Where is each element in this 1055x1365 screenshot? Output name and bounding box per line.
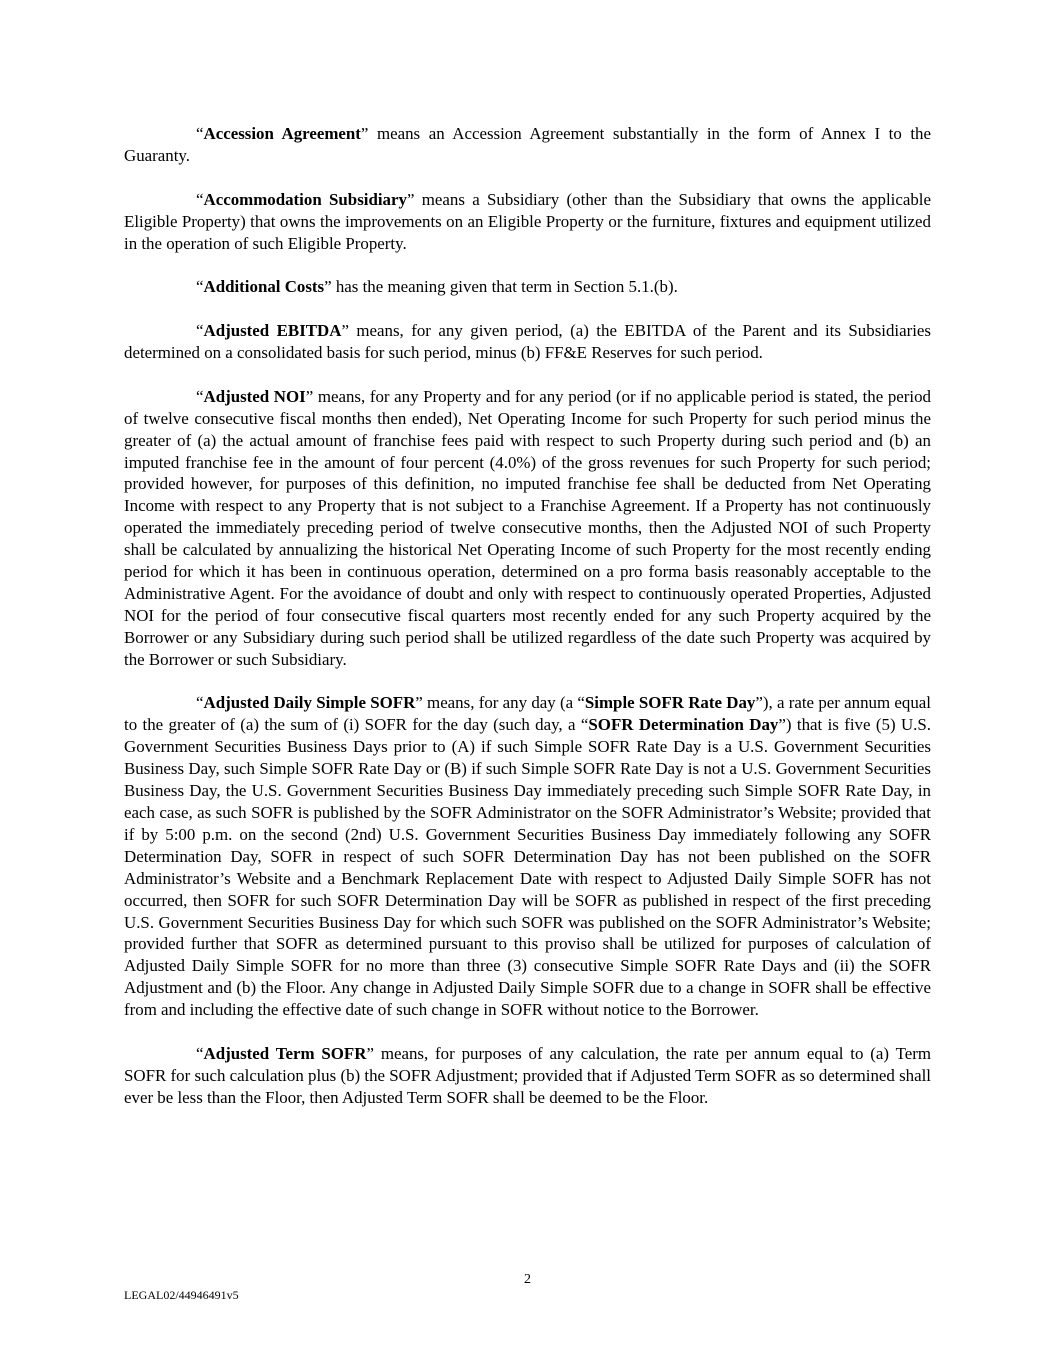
- definition-adjusted-ebitda: “Adjusted EBITDA” means, for any given period, (a) the EBITDA of the Parent and its Subsidiaries determined on a consolidated basis for such period, minus (b) FF&E Reserves for such period.: [124, 321, 931, 363]
- defined-term: Adjusted Term SOFR: [203, 1043, 367, 1063]
- defined-term: Adjusted NOI: [203, 386, 306, 406]
- defined-term: Simple SOFR Rate Day: [584, 693, 756, 713]
- defined-term: Adjusted Daily Simple SOFR: [203, 693, 416, 713]
- definition-adjusted-term-sofr: “Adjusted Term SOFR” means, for purposes of any calculation, the rate per annum equal to (a) Term SOFR for such calculation plus (b) the SOFR Adjustment; provided that if Adjusted Term SOFR as so determined shall ever be less than the Floor, then Adjusted Term SOFR shall be deemed to be the Floor.: [124, 1043, 931, 1107]
- page-number: 2: [524, 1272, 531, 1287]
- definition-additional-costs: “Additional Costs” has the meaning given that term in Section 5.1.(b).: [196, 277, 678, 297]
- definition-adjusted-noi: “Adjusted NOI” means, for any Property and for any period (or if no applicable period is stated, the period of twelve consecutive fiscal months then ended), Net Operating Income for such Property for such period minus the greater of (a) the actual amount of franchise fees paid with respect to such Property during such period and (b) an imputed franchise fee in the amount of four percent (4.0%) of the gross revenues for such Property for such period; provided however, for purposes of this definition, no imputed franchise fee shall be deducted from Net Operating Income with respect to any Property that is not subject to a Franchise Agreement. If a Property has not continuously operated the immediately preceding period of twelve consecutive months, then the Adjusted NOI of such Property shall be calculated by annualizing the historical Net Operating Income of such Property for the most recently ending period for which it has been in continuous operation, determined on a pro forma basis reasonably acceptable to the Administrative Agent. For the avoidance of doubt and only with respect to continuously operated Properties, Adjusted NOI for the period of four consecutive fiscal quarters most recently ended for any such Property acquired by the Borrower or any Subsidiary during such period shall be utilized regardless of the date such Property was acquired by the Borrower or such Subsidiary.: [124, 386, 931, 669]
- document-id: LEGAL02/44946491v5: [124, 1288, 239, 1302]
- document-body: [124, 123, 931, 1131]
- definition-accession-agreement: “Accession Agreement” means an Accession Agreement substantially in the form of Annex I to the Guaranty.: [124, 124, 931, 165]
- defined-term: Accession Agreement: [203, 124, 361, 143]
- defined-term: SOFR Determination Day: [588, 715, 779, 735]
- definition-accommodation-subsidiary: “Accommodation Subsidiary” means a Subsidiary (other than the Subsidiary that owns the applicable Eligible Property) that owns the improvements on an Eligible Property or the furniture, fixtures and equipment utilized in the operation of such Eligible Property.: [124, 189, 931, 253]
- defined-term: Adjusted EBITDA: [203, 321, 342, 341]
- defined-term: Accommodation Subsidiary: [203, 189, 407, 209]
- defined-term: Additional Costs: [203, 277, 325, 297]
- definition-adjusted-daily-simple-sofr: “Adjusted Daily Simple SOFR” means, for any day (a “Simple SOFR Rate Day”), a rate per annum equal to the greater of (a) the sum of (i) SOFR for the day (such day, a “SOFR Determination Day”) that is five (5) U.S. Government Securities Business Days prior to (A) if such Simple SOFR Rate Day is a U.S. Government Securities Business Day, such Simple SOFR Rate Day or (B) if such Simple SOFR Rate Day is not a U.S. Government Securities Business Day, the U.S. Government Securities Business Day immediately preceding such Simple SOFR Rate Day, in each case, as such SOFR is published by the SOFR Administrator on the SOFR Administrator’s Website; provided that if by 5:00 p.m. on the second (2nd) U.S. Government Securities Business Day immediately following any SOFR Determination Day, SOFR in respect of such SOFR Determination Day has not been published on the SOFR Administrator’s Website and a Benchmark Replacement Date with respect to Adjusted Daily Simple SOFR has not occurred, then SOFR for such SOFR Determination Day will be SOFR as published in respect of the first preceding U.S. Government Securities Business Day for which such SOFR was published on the SOFR Administrator’s Website; provided further that SOFR as determined pursuant to this proviso shall be utilized for purposes of calculation of Adjusted Daily Simple SOFR for no more than three (3) consecutive Simple SOFR Rate Days and (ii) the SOFR Adjustment and (b) the Floor. Any change in Adjusted Daily Simple SOFR due to a change in SOFR shall be effective from and including the effective date of such change in SOFR without notice to the Borrower.: [124, 693, 931, 1020]
